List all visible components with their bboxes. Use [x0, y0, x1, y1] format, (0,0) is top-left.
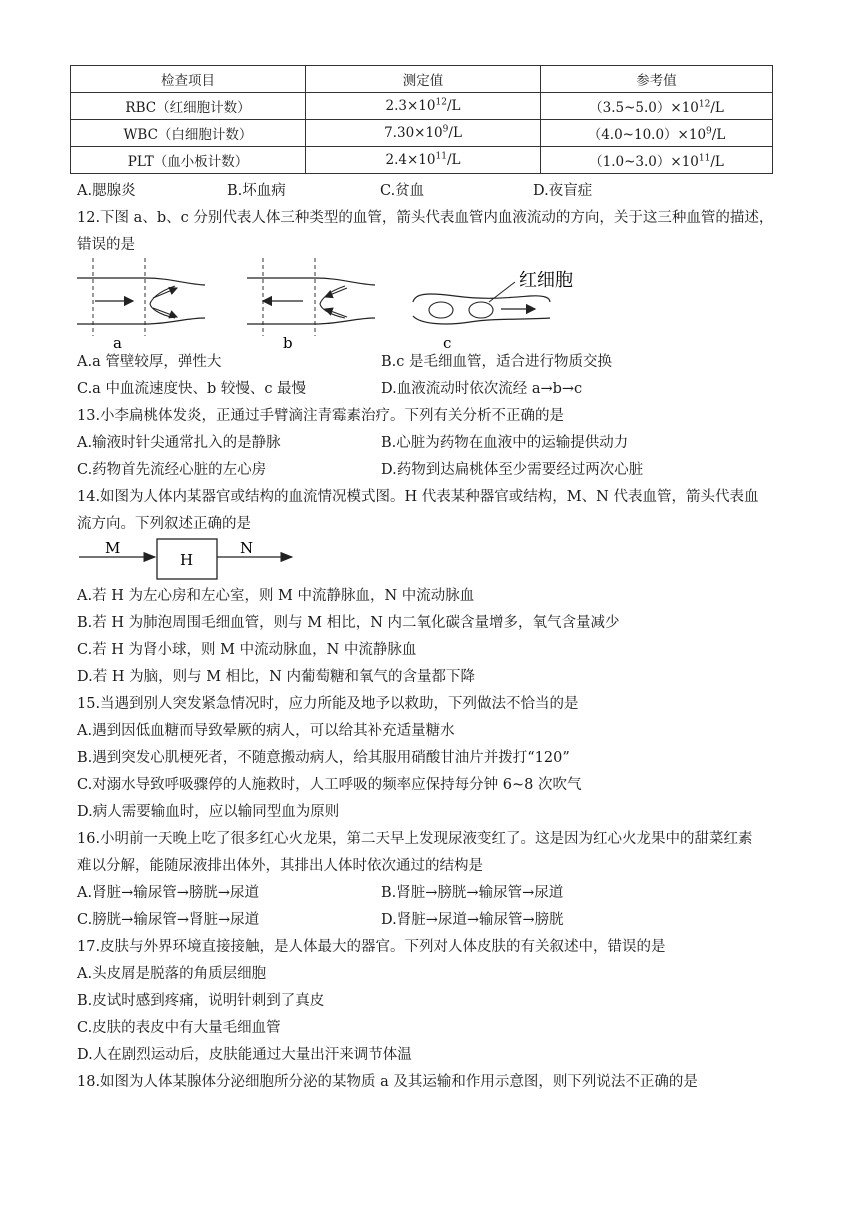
q17-stem: 17.皮肤与外界环境直接接触，是人体最大的器官。下列对人体皮肤的有关叙述中，错误的是	[77, 939, 666, 955]
row-value: $7.30\times 10^9/L$	[306, 120, 541, 147]
blood-test-table	[70, 65, 773, 174]
table-row	[71, 93, 773, 120]
q15-option-b: B.遇到突发心肌梗死者，不随意搬动病人，给其服用硝酸甘油片并拨打“120”	[77, 750, 570, 766]
q13-stem: 13.小李扁桃体发炎，正通过手臂滴注青霉素治疗。下列有关分析不正确的是	[77, 408, 565, 424]
table-header-row	[71, 66, 773, 93]
row-value: $2.3\times 10^{12}/L$	[306, 93, 541, 120]
q12-option-b: B.c 是毛细血管，适合进行物质交换	[381, 354, 612, 370]
row-reference: $(1.0\sim 3.0)\times 10^{11}/L$	[541, 147, 773, 174]
blood-vessel-figure	[75, 258, 595, 354]
q17-option-b: B.皮试时感到疼痛，说明针刺到了真皮	[77, 993, 325, 1009]
header-value: 测定值	[306, 66, 541, 93]
table-row	[71, 120, 773, 147]
q13-option-c: C.药物首先流经心脏的左心房	[77, 462, 267, 478]
red-blood-cell-label: 红细胞	[519, 270, 573, 291]
q15-option-d: D.病人需要输血时，应以输同型血为原则	[77, 804, 340, 820]
q13-option-d: D.药物到达扁桃体至少需要经过两次心脏	[381, 462, 644, 478]
q12-option-c: C.a 中血流速度快、b 较慢、c 最慢	[77, 381, 307, 397]
q18-stem: 18.如图为人体某腺体分泌细胞所分泌的某物质 a 及其运输和作用示意图，则下列说法不正确的是	[77, 1074, 698, 1090]
q15-stem: 15.当遇到别人突发紧急情况时，应力所能及地予以救助，下列做法不恰当的是	[77, 696, 579, 712]
vessel-a-label: a	[113, 334, 122, 350]
q16-stem-cont: 难以分解，能随尿液排出体外，其排出人体时依次通过的结构是	[77, 858, 483, 874]
header-item: 检查项目	[71, 66, 306, 93]
q16-option-c: C.膀胱→输尿管→肾脏→尿道	[77, 912, 260, 928]
q15-option-c: C.对溺水导致呼吸骤停的人施救时，人工呼吸的频率应保持每分钟 6~8 次吹气	[77, 777, 582, 793]
row-reference: $(3.5\sim 5.0)\times 10^{12}/L$	[541, 93, 773, 120]
q11-option-a: A.腮腺炎	[77, 183, 136, 199]
q14-stem-cont: 流方向。下列叙述正确的是	[77, 516, 251, 532]
vessel-c-label: c	[443, 334, 452, 350]
q12-option-d: D.血液流动时依次流经 a→b→c	[381, 381, 583, 397]
vessel-b-drawing	[247, 258, 375, 336]
row-reference: $(4.0\sim 10.0)\times 10^9/L$	[541, 120, 773, 147]
q17-option-c: C.皮肤的表皮中有大量毛细血管	[77, 1020, 281, 1036]
row-item: RBC（红细胞计数）	[71, 93, 306, 120]
q13-option-b: B.心脏为药物在血液中的运输提供动力	[381, 435, 629, 451]
q12-stem-cont: 错误的是	[77, 237, 135, 253]
blood-flow-diagram	[77, 537, 307, 589]
vessel-n-label: N	[240, 539, 254, 557]
q17-option-d: D.人在剧烈运动后，皮肤能通过大量出汗来调节体温	[77, 1047, 412, 1063]
vessel-a-drawing	[77, 258, 205, 336]
q13-option-a: A.输液时针尖通常扎入的是静脉	[77, 435, 281, 451]
q17-option-a: A.头皮屑是脱落的角质层细胞	[77, 966, 267, 982]
q16-option-a: A.肾脏→输尿管→膀胱→尿道	[77, 885, 260, 901]
q14-option-c: C.若 H 为肾小球，则 M 中流动脉血，N 中流静脉血	[77, 642, 417, 658]
organ-h-label: H	[180, 551, 194, 569]
table-row	[71, 147, 773, 174]
q14-option-a: A.若 H 为左心房和左心室，则 M 中流静脉血，N 中流动脉血	[77, 588, 475, 604]
q16-option-d: D.肾脏→尿道→输尿管→膀胱	[381, 912, 564, 928]
q11-option-c: C.贫血	[380, 183, 425, 199]
q16-option-b: B.肾脏→膀胱→输尿管→尿道	[381, 885, 564, 901]
q11-option-b: B.坏血病	[227, 183, 286, 199]
q15-option-a: A.遇到因低血糖而导致晕厥的病人，可以给其补充适量糖水	[77, 723, 455, 739]
q14-option-d: D.若 H 为脑，则与 M 相比，N 内葡萄糖和氧气的含量都下降	[77, 669, 475, 685]
row-item: WBC（白细胞计数）	[71, 120, 306, 147]
vessel-b-label: b	[283, 334, 293, 350]
row-item: PLT（血小板计数）	[71, 147, 306, 174]
q12-option-a: A.a 管壁较厚，弹性大	[77, 354, 222, 370]
q11-option-d: D.夜盲症	[533, 183, 593, 199]
q14-stem: 14.如图为人体内某器官或结构的血流情况模式图。H 代表某种器官或结构，M、N 代表血管，箭头代表血	[77, 489, 759, 505]
row-value: $2.4\times 10^{11}/L$	[306, 147, 541, 174]
q14-option-b: B.若 H 为肺泡周围毛细血管，则与 M 相比，N 内二氧化碳含量增多，氧气含量减少	[77, 615, 620, 631]
q16-stem: 16.小明前一天晚上吃了很多红心火龙果，第二天早上发现尿液变红了。这是因为红心火龙果中的甜菜红素	[77, 831, 753, 847]
vessel-m-label: M	[105, 539, 121, 557]
q12-stem: 12.下图 a、b、c 分别代表人体三种类型的血管，箭头代表血管内血液流动的方向，关于这三种血管的描述，	[77, 210, 774, 226]
header-reference: 参考值	[541, 66, 773, 93]
